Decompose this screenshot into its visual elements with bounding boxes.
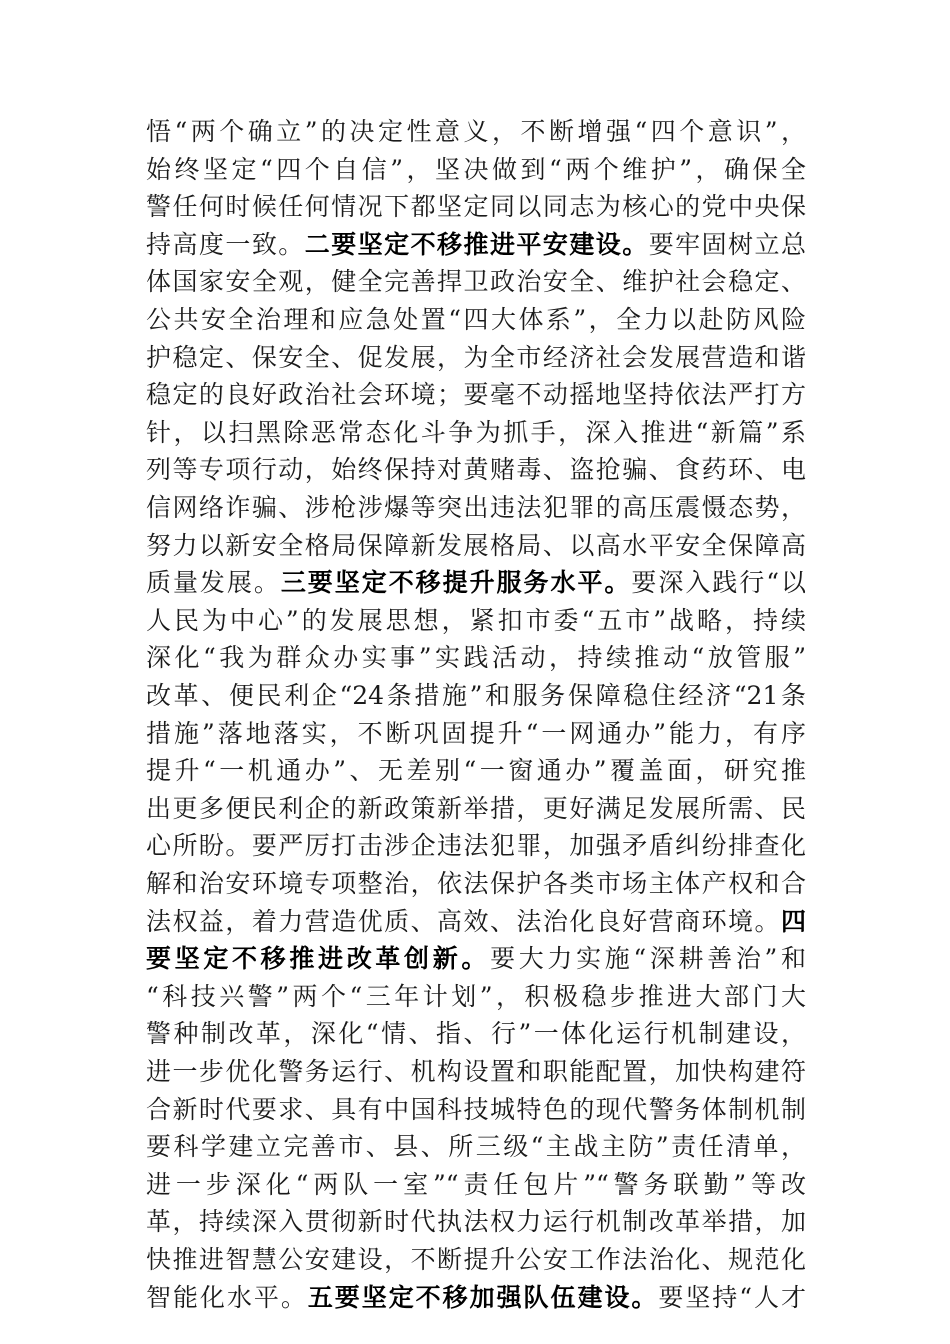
body-text: 人民为中心”的发展思想，紧扣市委“五市”战略，持续 [146, 605, 806, 635]
body-text: 要深入践行“以 [631, 568, 806, 598]
text-line [146, 188, 806, 226]
text-line [146, 639, 806, 677]
body-text: 革，持续深入贯彻新时代执法权力运行机制改革举措，加 [146, 1207, 806, 1237]
body-text: 警任何时候任何情况下都坚定同以同志为核心的党中央保 [146, 192, 806, 222]
bold-heading-text: 四 [780, 906, 806, 936]
body-text: 列等专项行动，始终保持对黄赌毒、盗抢骗、食药环、电 [146, 455, 806, 485]
bold-heading-text: 二要坚定不移推进平安建设。 [304, 229, 649, 259]
text-line [146, 978, 806, 1016]
body-text: 要坚持“人才 [658, 1282, 806, 1312]
text-line [146, 564, 806, 602]
body-text: 深化“我为群众办实事”实践活动，持续推动“放管服” [146, 643, 806, 673]
bold-heading-text: 五要坚定不移加强队伍建设。 [307, 1282, 659, 1312]
bold-heading-text: 要坚定不移推进改革创新。 [146, 944, 491, 974]
body-text: 心所盼。要严厉打击涉企违法犯罪，加强矛盾纠纷排查化 [146, 831, 806, 861]
text-line [146, 790, 806, 828]
text-line [146, 1203, 806, 1241]
text-line [146, 1279, 806, 1317]
text-line [146, 1015, 806, 1053]
text-line [146, 527, 806, 565]
body-text: 进一步优化警务运行、机构设置和职能配置，加快构建符 [146, 1057, 806, 1086]
body-text: 快推进智慧公安建设，不断提升公安工作法治化、规范化 [146, 1245, 806, 1274]
body-text: 要科学建立完善市、县、所三级“主战主防”责任清单， [146, 1132, 806, 1162]
body-text: 合新时代要求、具有中国科技城特色的现代警务体制机制 [146, 1094, 806, 1124]
text-line [146, 602, 806, 640]
body-text: 改革、便民利企“24条措施”和服务保障稳住经济“21条 [146, 681, 806, 710]
text-line [146, 1241, 806, 1279]
body-text: “科技兴警”两个“三年计划”，积极稳步推进大部门大 [146, 981, 806, 1011]
bold-heading-text: 三要坚定不移提升服务水平。 [280, 568, 632, 598]
body-text: 解和治安环境专项整治，依法保护各类市场主体产权和合 [146, 869, 806, 898]
body-text: 进一步深化“两队一室”“责任包片”“警务联勤”等改 [146, 1169, 806, 1199]
text-line [146, 226, 806, 264]
text-line [146, 263, 806, 301]
body-text: 稳定的良好政治社会环境；要毫不动摇地坚持依法严打方 [146, 380, 806, 410]
text-line [146, 113, 806, 151]
body-text: 信网络诈骗、涉枪涉爆等突出违法犯罪的高压震慑态势， [146, 493, 806, 522]
text-line [146, 301, 806, 339]
body-text: 护稳定、保安全、促发展，为全市经济社会发展营造和谐 [146, 342, 806, 372]
text-line [146, 715, 806, 753]
text-line [146, 827, 806, 865]
text-line [146, 1053, 806, 1091]
text-line [146, 489, 806, 527]
text-line [146, 376, 806, 414]
text-line [146, 903, 806, 941]
text-line [146, 752, 806, 790]
text-line [146, 339, 806, 377]
text-line [146, 451, 806, 489]
body-text: 始终坚定“四个自信”，坚决做到“两个维护”，确保全 [146, 154, 806, 184]
text-line [146, 151, 806, 189]
body-text: 持高度一致。 [146, 229, 305, 259]
body-text: 警种制改革，深化“情、指、行”一体化运行机制建设， [146, 1019, 806, 1049]
body-text: 法权益，着力营造优质、高效、法治化良好营商环境。 [146, 906, 781, 936]
body-text: 智能化水平。 [146, 1282, 308, 1312]
text-line [146, 940, 806, 978]
text-line [146, 677, 806, 715]
body-text: 措施”落地落实，不断巩固提升“一网通办”能力，有序 [146, 718, 806, 748]
text-line [146, 1091, 806, 1129]
body-text: 公共安全治理和应急处置“四大体系”，全力以赴防风险 [146, 305, 806, 334]
text-line [146, 1166, 806, 1204]
body-text: 体国家安全观，健全完善捍卫政治安全、维护社会稳定、 [146, 267, 806, 297]
text-line [146, 865, 806, 903]
body-text: 提升“一机通办”、无差别“一窗通办”覆盖面，研究推 [146, 756, 806, 786]
body-text: 悟“两个确立”的决定性意义，不断增强“四个意识”， [146, 117, 806, 146]
body-text: 要牢固树立总 [648, 229, 806, 259]
body-text: 质量发展。 [146, 568, 281, 598]
text-line [146, 1128, 806, 1166]
body-text: 针，以扫黑除恶常态化斗争为抓手，深入推进“新篇”系 [146, 417, 806, 447]
body-text: 要大力实施“深耕善治”和 [490, 944, 806, 974]
body-text: 努力以新安全格局保障新发展格局、以高水平安全保障高 [146, 530, 806, 560]
body-text: 出更多便民利企的新政策新举措，更好满足发展所需、民 [146, 793, 806, 823]
text-line [146, 414, 806, 452]
